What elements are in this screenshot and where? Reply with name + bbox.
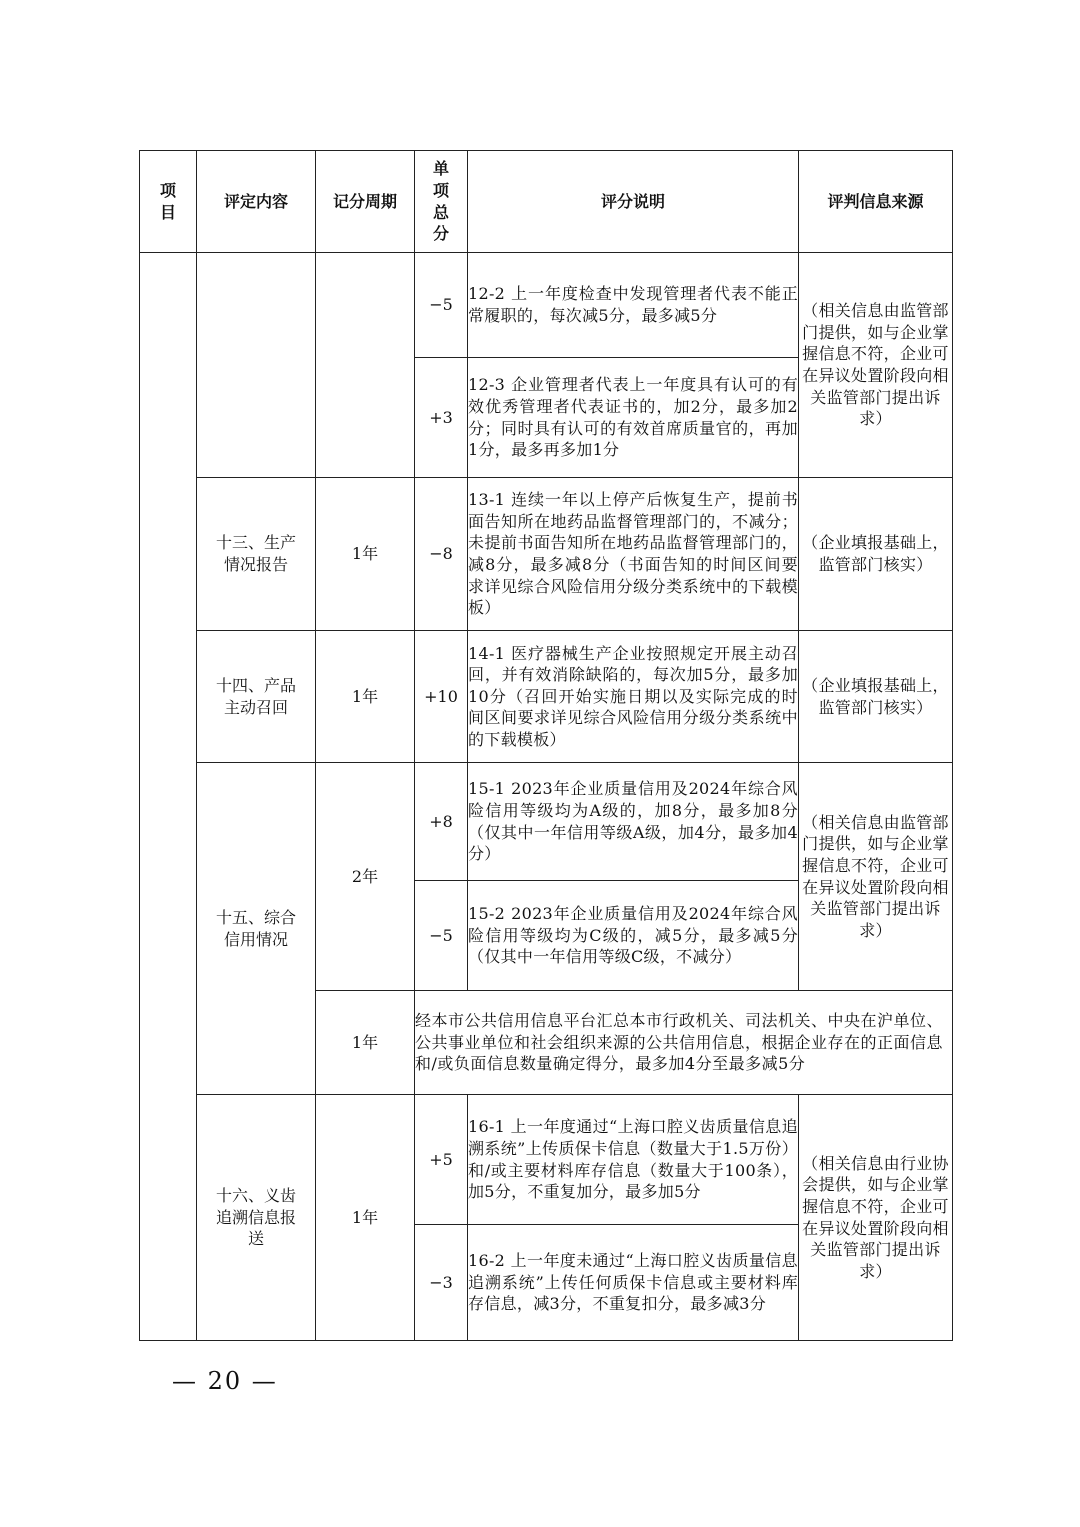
cycle-cell-empty [316,253,415,478]
cycle-15-a: 2年 [316,763,415,991]
cycle-14: 1年 [316,631,415,763]
cycle-15-b: 1年 [316,991,415,1095]
cycle-16: 1年 [316,1095,415,1341]
content-13: 十三、生产情况报告 [197,478,316,631]
score-12-3: +3 [415,358,468,478]
desc-16-2: 16-2 上一年度未通过“上海口腔义齿质量信息追溯系统”上传任何质保卡信息或主要材料库存信息，减3分，不重复扣分，最多减3分 [468,1225,799,1341]
desc-14: 14-1 医疗器械生产企业按照规定开展主动召回，并有效消除缺陷的，每次加5分，最多加10分（召回开始实施日期以及实际完成的时间区间要求详见综合风险信用分级分类系统中的下载模板） [468,631,799,763]
score-15-2: −5 [415,881,468,991]
desc-13: 13-1 连续一年以上停产后恢复生产，提前书面告知所在地药品监督管理部门的，不减分；未提前书面告知所在地药品监督管理部门的，减8分，最多减8分（书面告知的时间区间要求详见综合风险信用分级分类系统中的下载模板） [468,478,799,631]
table-header-row [140,151,953,253]
source-12: （相关信息由监管部门提供，如与企业掌握信息不符，企业可在异议处置阶段向相关监管部门提出诉求） [799,253,953,478]
score-13: −8 [415,478,468,631]
page-number: — 20 — [172,1367,278,1395]
cycle-13: 1年 [316,478,415,631]
header-content: 评定内容 [197,151,316,253]
header-item: 项目 [140,151,197,253]
header-desc: 评分说明 [468,151,799,253]
score-16-1: +5 [415,1095,468,1225]
table-row [140,253,953,358]
source-13: （企业填报基础上，监管部门核实） [799,478,953,631]
header-source: 评判信息来源 [799,151,953,253]
content-16: 十六、义齿追溯信息报送 [197,1095,316,1341]
score-15-1: +8 [415,763,468,881]
score-12-2: −5 [415,253,468,358]
table-row [140,631,953,763]
header-cycle: 记分周期 [316,151,415,253]
desc-16-1: 16-1 上一年度通过“上海口腔义齿质量信息追溯系统”上传质保卡信息（数量大于1.5万份）和/或主要材料库存信息（数量大于100条），加5分，不重复加分，最多加5分 [468,1095,799,1225]
content-14: 十四、产品主动召回 [197,631,316,763]
source-15: （相关信息由监管部门提供，如与企业掌握信息不符，企业可在异议处置阶段向相关监管部门提出诉求） [799,763,953,991]
desc-15-3: 经本市公共信用信息平台汇总本市行政机关、司法机关、中央在沪单位、公共事业单位和社会组织来源的公共信用信息，根据企业存在的正面信息和/或负面信息数量确定得分，最多加4分至最多减5分 [415,991,953,1095]
source-16: （相关信息由行业协会提供，如与企业掌握信息不符，企业可在异议处置阶段向相关监管部门提出诉求） [799,1095,953,1341]
desc-12-3: 12-3 企业管理者代表上一年度具有认可的有效优秀管理者代表证书的，加2分，最多加2分；同时具有认可的有效首席质量官的，再加1分，最多再多加1分 [468,358,799,478]
score-14: +10 [415,631,468,763]
content-15: 十五、综合信用情况 [197,763,316,1095]
desc-12-2: 12-2 上一年度检查中发现管理者代表不能正常履职的，每次减5分，最多减5分 [468,253,799,358]
source-14: （企业填报基础上，监管部门核实） [799,631,953,763]
item-cell-empty [140,253,197,1341]
header-total: 单项总分 [415,151,468,253]
content-cell-empty [197,253,316,478]
score-16-2: −3 [415,1225,468,1341]
table-row [140,763,953,881]
table-row [140,478,953,631]
scoring-table [139,150,953,1341]
desc-15-1: 15-1 2023年企业质量信用及2024年综合风险信用等级均为A级的，加8分，最多加8分（仅其中一年信用等级A级，加4分，最多加4分） [468,763,799,881]
desc-15-2: 15-2 2023年企业质量信用及2024年综合风险信用等级均为C级的，减5分，最多减5分（仅其中一年信用等级C级，不减分） [468,881,799,991]
table-row [140,1095,953,1225]
